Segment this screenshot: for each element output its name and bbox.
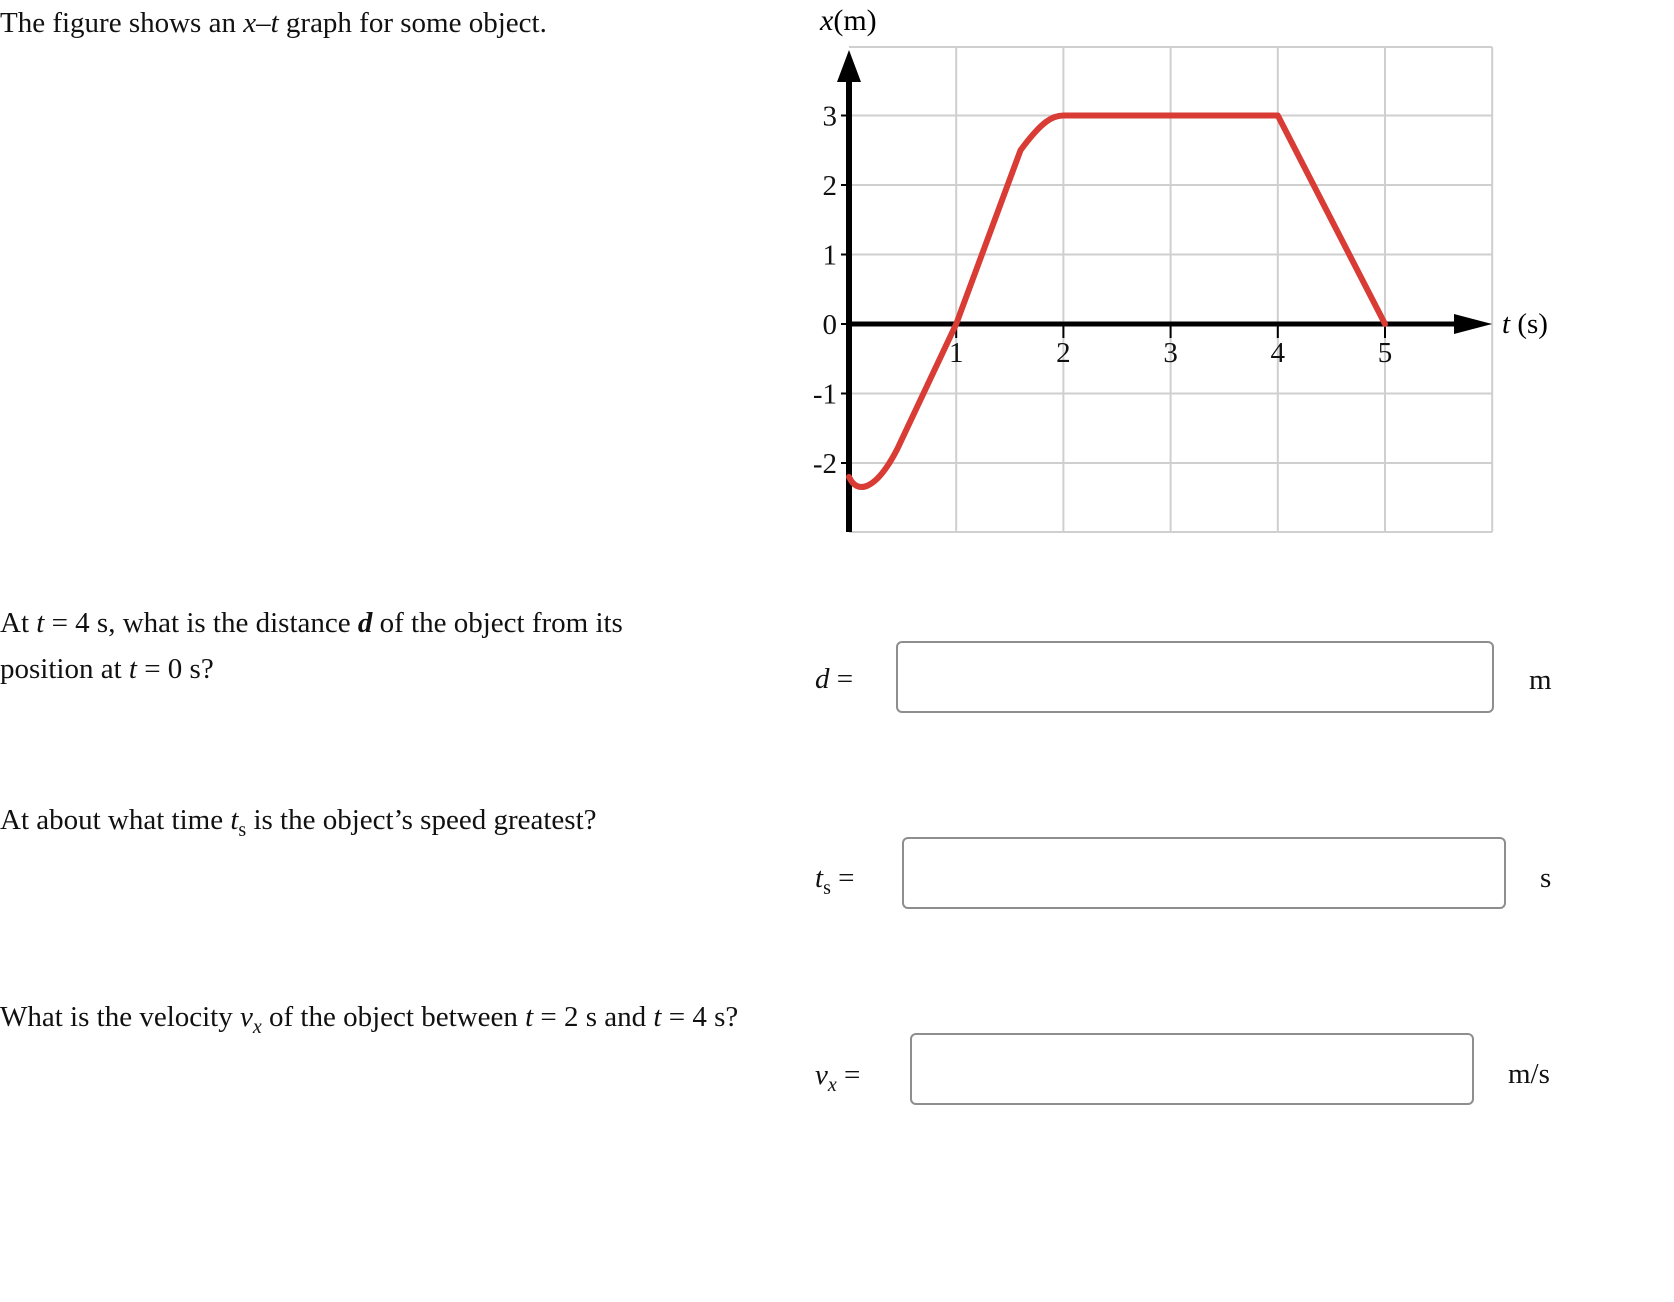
vx-unit: m/s (1508, 1058, 1550, 1090)
vx-input[interactable] (912, 1035, 1472, 1103)
x-tick-label: 4 (1270, 337, 1286, 369)
x-axis-arrow (1454, 314, 1492, 334)
d-unit: m (1529, 664, 1552, 696)
y-tick-label: -1 (812, 378, 837, 411)
chart-axes (837, 50, 1492, 532)
ts-label: $t_s$ = (815, 862, 855, 899)
x-tick-label: 1 (948, 337, 964, 369)
position-curve (849, 116, 1385, 488)
question-1: At t = 4 s, what is the distance d of the object from its position at t = 0 s? (0, 607, 623, 685)
y-axis-label: x(m) (820, 4, 877, 37)
question-2: At about what time $t_s$ is the object’s speed greatest? (0, 804, 597, 841)
y-tick-label: 2 (822, 170, 837, 202)
y-tick-label: 1 (822, 239, 837, 272)
d-input-box[interactable] (896, 641, 1494, 713)
vx-label: $v_x$ = (815, 1059, 861, 1096)
x-tick-label: 3 (1163, 337, 1178, 369)
y-tick-label: 0 (822, 309, 837, 341)
d-input[interactable] (898, 643, 1492, 711)
vx-input-box[interactable] (910, 1033, 1474, 1105)
x-tick-label: 2 (1056, 337, 1071, 369)
x-axis-label: t (s) (1502, 308, 1548, 340)
y-tick-label: -2 (812, 448, 837, 480)
x-tick-label: 5 (1377, 337, 1393, 369)
y-tick-label: 3 (822, 100, 837, 133)
ts-input[interactable] (904, 839, 1504, 907)
d-label: d = (815, 663, 854, 695)
chart-ticks (813, 101, 1392, 481)
xt-graph (0, 0, 1674, 560)
ts-input-box[interactable] (902, 837, 1506, 909)
question-3: What is the velocity $v_x$ of the object between t = 2 s and t = 4 s? (0, 1001, 739, 1038)
intro-text: The figure shows an x–t graph for some object. (0, 7, 547, 39)
chart-grid (849, 47, 1492, 532)
ts-unit: s (1540, 862, 1552, 894)
chart-series (849, 116, 1385, 488)
y-axis-arrow (837, 50, 861, 82)
